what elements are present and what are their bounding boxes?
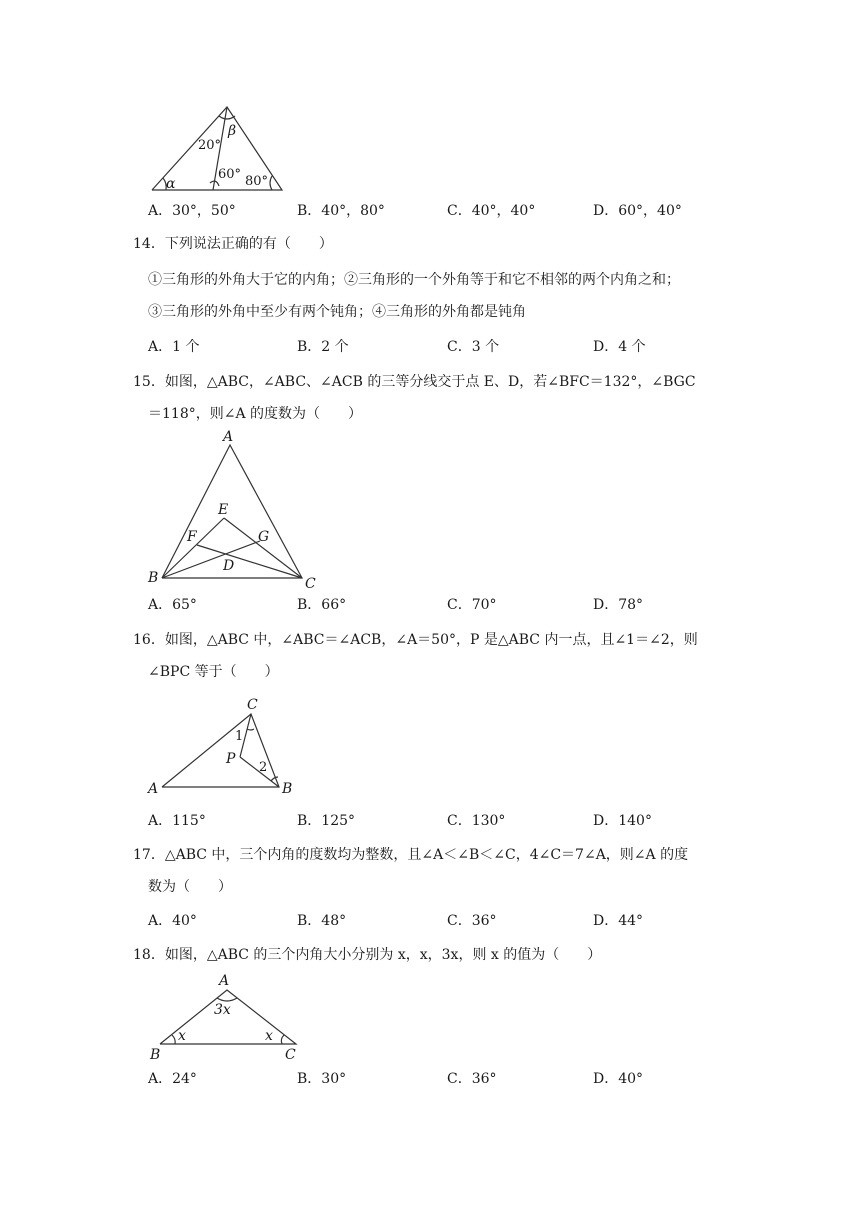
q18-angle-x-right: x: [265, 1028, 273, 1044]
q16-stem-line2: ∠BPC 等于（ ）: [148, 664, 279, 680]
q18-angle-x-left: x: [178, 1028, 186, 1044]
q15-vertex-c: C: [305, 576, 316, 592]
q16-point-p: P: [226, 751, 236, 767]
q13-angle-60-label: 60°: [218, 167, 242, 182]
q15-point-d: D: [223, 558, 235, 574]
q14-option-b[interactable]: B．2 个: [297, 339, 349, 355]
q15-option-d[interactable]: D．78°: [593, 597, 644, 613]
q15-stem-line1: 15．如图，△ABC，∠ABC、∠ACB 的三等分线交于点 E、D，若∠BFC＝132°，∠BGC: [133, 374, 696, 390]
q15-option-b[interactable]: B．66°: [297, 597, 347, 613]
q16-angle-1-label: 1: [235, 729, 244, 744]
q14-stem: 14．下列说法正确的有（ ）: [133, 236, 333, 252]
q18-stem: 18．如图，△ABC 的三个内角大小分别为 x，x，3x，则 x 的值为（ ）: [133, 947, 602, 963]
q16-vertex-c: C: [247, 697, 258, 713]
q16-vertex-b: B: [282, 781, 293, 797]
q13-beta-label: β: [228, 123, 237, 139]
q18-vertex-a: A: [219, 973, 230, 989]
q15-point-f: F: [187, 529, 197, 545]
q16-option-b[interactable]: B．125°: [297, 813, 356, 829]
q14-option-d[interactable]: D．4 个: [593, 339, 646, 355]
q16-stem-line1: 16．如图，△ABC 中，∠ABC＝∠ACB，∠A＝50°，P 是△ABC 内一点，且∠1＝∠2，则: [133, 632, 698, 648]
q18-option-b[interactable]: B．30°: [297, 1071, 347, 1087]
q13-option-b[interactable]: B．40°，80°: [297, 203, 385, 219]
q15-vertex-b: B: [148, 570, 159, 586]
q13-angle-80-label: 80°: [245, 174, 269, 189]
q13-option-d[interactable]: D．60°，40°: [593, 203, 682, 219]
q18-option-c[interactable]: C．36°: [447, 1071, 497, 1087]
q16-angle-2-label: 2: [259, 760, 268, 775]
q16-vertex-a: A: [148, 781, 159, 797]
q13-angle-20-label: 20°: [198, 138, 222, 153]
q15-option-a[interactable]: A．65°: [148, 597, 197, 613]
q14-statement-line2: ③三角形的外角中至少有两个钝角；④三角形的外角都是钝角: [148, 304, 526, 320]
q14-statement-line1: ①三角形的外角大于它的内角；②三角形的一个外角等于和它不相邻的两个内角之和；: [148, 272, 680, 288]
q16-option-a[interactable]: A．115°: [148, 813, 206, 829]
q18-vertex-c: C: [285, 1047, 296, 1063]
q18-option-d[interactable]: D．40°: [593, 1071, 644, 1087]
q15-vertex-a: A: [223, 429, 234, 445]
q15-point-g: G: [258, 529, 270, 545]
q14-option-c[interactable]: C．3 个: [447, 339, 500, 355]
q17-stem-line2: 数为（ ）: [148, 879, 232, 895]
q17-option-b[interactable]: B．48°: [297, 913, 347, 929]
q17-option-c[interactable]: C．36°: [447, 913, 497, 929]
q18-angle-3x: 3x: [214, 1002, 231, 1018]
q18-option-a[interactable]: A．24°: [148, 1071, 197, 1087]
q14-option-a[interactable]: A．1 个: [148, 339, 200, 355]
q16-option-d[interactable]: D．140°: [593, 813, 652, 829]
q15-stem-line2: ＝118°，则∠A 的度数为（ ）: [148, 406, 363, 422]
q13-option-a[interactable]: A．30°，50°: [148, 203, 236, 219]
q18-vertex-b: B: [150, 1047, 161, 1063]
q16-option-c[interactable]: C．130°: [447, 813, 506, 829]
q13-alpha-label: α: [166, 176, 176, 192]
q17-stem-line1: 17．△ABC 中，三个内角的度数均为整数，且∠A＜∠B＜∠C，4∠C＝7∠A，则∠A 的度: [133, 847, 689, 863]
q17-option-d[interactable]: D．44°: [593, 913, 644, 929]
q17-option-a[interactable]: A．40°: [148, 913, 197, 929]
q13-option-c[interactable]: C．40°，40°: [447, 203, 536, 219]
q15-point-e: E: [218, 502, 229, 518]
q15-option-c[interactable]: C．70°: [447, 597, 497, 613]
